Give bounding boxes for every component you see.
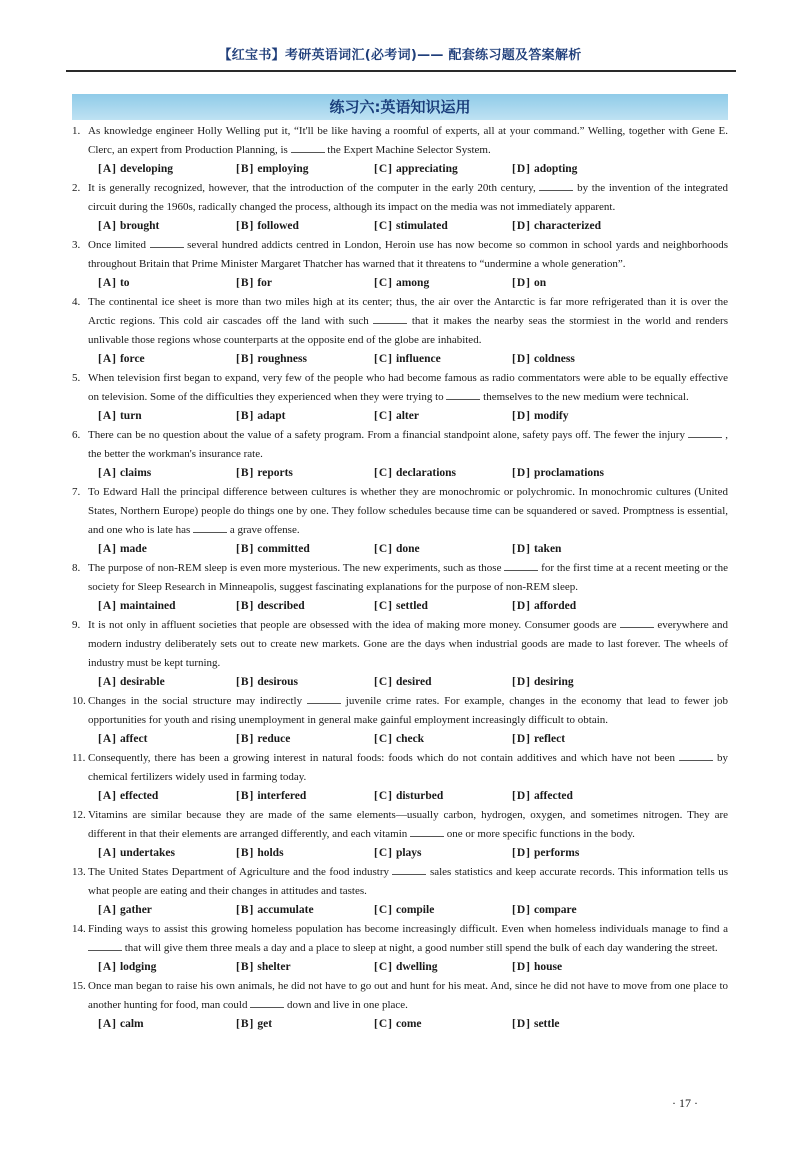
option-letter: [B]	[236, 676, 255, 688]
option-letter: [A]	[98, 1018, 117, 1030]
option-letter: [C]	[374, 790, 393, 802]
option-text: affected	[533, 790, 573, 802]
answer-option	[98, 673, 236, 692]
option-text: followed	[257, 220, 299, 232]
option-text: house	[533, 961, 563, 973]
option-letter: [C]	[374, 1018, 393, 1030]
answer-option	[374, 844, 512, 863]
question-item	[72, 806, 728, 863]
answer-blank	[504, 561, 538, 571]
answer-blank	[539, 181, 573, 191]
option-letter: [D]	[512, 904, 531, 916]
stem-text-after: a grave offense.	[229, 524, 300, 536]
option-text: developing	[119, 163, 174, 175]
option-letter: [D]	[512, 847, 531, 859]
option-letter: [C]	[374, 220, 393, 232]
stem-text-after: by the invention of the integrated circuit during the 1960s, radically changed the process, although its impact on the media was not immediately apparent.	[88, 182, 729, 213]
option-text: dwelling	[395, 961, 438, 973]
answer-option	[236, 844, 374, 863]
option-row	[72, 540, 728, 559]
question-stem	[72, 977, 728, 1015]
option-text: compile	[395, 904, 435, 916]
option-row	[72, 274, 728, 293]
question-item	[72, 426, 728, 483]
option-letter: [C]	[374, 543, 393, 555]
answer-option	[512, 844, 650, 863]
option-text: plays	[395, 847, 422, 859]
option-text: shelter	[257, 961, 291, 973]
question-number: 4.	[72, 296, 81, 308]
option-letter: [B]	[236, 904, 255, 916]
option-row	[72, 730, 728, 749]
stem-text-before: Finding ways to assist this growing homeless population has become increasingly difficult. Even when homeless individuals manage to find a	[88, 923, 728, 935]
stem-text-after: themselves to the new medium were technical.	[483, 391, 689, 403]
answer-option	[236, 407, 374, 426]
question-stem	[72, 863, 728, 901]
answer-blank	[688, 428, 722, 438]
answer-blank	[250, 998, 284, 1008]
option-row	[72, 787, 728, 806]
question-item	[72, 236, 728, 293]
option-letter: [D]	[512, 790, 531, 802]
option-text: adapt	[257, 410, 286, 422]
option-text: settle	[533, 1018, 560, 1030]
answer-option	[512, 540, 650, 559]
question-stem	[72, 920, 728, 958]
option-text: for	[257, 277, 273, 289]
option-text: holds	[257, 847, 284, 859]
option-row	[72, 350, 728, 369]
option-letter: [B]	[236, 847, 255, 859]
question-number: 1.	[72, 125, 81, 137]
option-text: appreciating	[395, 163, 458, 175]
option-text: desirable	[119, 676, 165, 688]
answer-option	[374, 160, 512, 179]
stem-text-after: the Expert Machine Selector System.	[327, 144, 491, 156]
option-letter: [A]	[98, 163, 117, 175]
option-text: declarations	[395, 467, 457, 479]
question-stem	[72, 749, 728, 787]
option-text: alter	[395, 410, 419, 422]
question-stem	[72, 692, 728, 730]
answer-option	[236, 787, 374, 806]
answer-option	[236, 958, 374, 977]
stem-text-before: Vitamins are similar because they are made of the same elements—usually carbon, hydrogen, oxygen, and sometimes nitrogen. They are different in that their elements are arranged differently, and each vitamin	[88, 809, 728, 840]
option-letter: [D]	[512, 410, 531, 422]
question-item	[72, 293, 728, 369]
stem-text-before: It is not only in affluent societies that people are obsessed with the idea of making more money. Consumer goods are	[88, 619, 617, 631]
option-text: settled	[395, 600, 428, 612]
answer-option	[236, 217, 374, 236]
page-header: 【红宝书】考研英语词汇(必考词)—— 配套练习题及答案解析	[218, 48, 582, 63]
question-item	[72, 977, 728, 1034]
option-text: gather	[119, 904, 152, 916]
stem-text-after: one or more specific functions in the body.	[446, 828, 635, 840]
option-letter: [B]	[236, 961, 255, 973]
answer-option	[512, 1015, 650, 1034]
question-stem	[72, 122, 728, 160]
option-text: afforded	[533, 600, 577, 612]
answer-option	[512, 787, 650, 806]
option-letter: [D]	[512, 600, 531, 612]
answer-option	[512, 160, 650, 179]
option-text: adopting	[533, 163, 578, 175]
option-letter: [B]	[236, 353, 255, 365]
answer-option	[98, 274, 236, 293]
option-letter: [D]	[512, 353, 531, 365]
answer-option	[236, 464, 374, 483]
answer-option	[98, 597, 236, 616]
question-stem	[72, 293, 728, 350]
stem-text-before: As knowledge engineer Holly Welling put it, “It'll be like having a roomful of experts, all at your command.” Welling, together with Gene E. Clerc, an expert from Production Planning, is	[88, 125, 728, 156]
answer-option	[98, 464, 236, 483]
option-letter: [C]	[374, 676, 393, 688]
answer-option	[98, 787, 236, 806]
stem-text-before: When television first began to expand, very few of the people who had become famous as radio commentators were able to be equally effective on television. Some of the difficulties they experienced when they were trying to	[88, 372, 728, 403]
answer-option	[512, 597, 650, 616]
option-letter: [A]	[98, 410, 117, 422]
answer-blank	[373, 314, 407, 324]
answer-option	[374, 958, 512, 977]
option-letter: [D]	[512, 1018, 531, 1030]
question-number: 5.	[72, 372, 81, 384]
answer-option	[98, 407, 236, 426]
option-text: characterized	[533, 220, 602, 232]
option-row	[72, 464, 728, 483]
option-letter: [A]	[98, 904, 117, 916]
option-letter: [A]	[98, 277, 117, 289]
question-number: 12.	[72, 809, 86, 821]
answer-option	[512, 730, 650, 749]
answer-option	[374, 464, 512, 483]
option-row	[72, 901, 728, 920]
option-letter: [A]	[98, 790, 117, 802]
answer-option	[98, 350, 236, 369]
option-letter: [A]	[98, 220, 117, 232]
question-number: 2.	[72, 182, 81, 194]
option-text: check	[395, 733, 425, 745]
page-number: · 17 ·	[672, 1096, 698, 1110]
answer-option	[512, 464, 650, 483]
stem-text-before: It is generally recognized, however, that the introduction of the computer in the early 20th century,	[88, 182, 536, 194]
question-number: 3.	[72, 239, 81, 251]
option-letter: [D]	[512, 676, 531, 688]
answer-blank	[620, 618, 654, 628]
answer-option	[374, 350, 512, 369]
option-text: among	[395, 277, 430, 289]
answer-option	[374, 540, 512, 559]
option-row	[72, 673, 728, 692]
option-text: brought	[119, 220, 160, 232]
answer-option	[236, 350, 374, 369]
option-letter: [B]	[236, 733, 255, 745]
answer-option	[374, 1015, 512, 1034]
option-row	[72, 160, 728, 179]
option-text: turn	[119, 410, 142, 422]
stem-text-before: Consequently, there has been a growing interest in natural foods: foods which do not contain additives and which have not been	[88, 752, 676, 764]
option-letter: [D]	[512, 163, 531, 175]
option-text: committed	[257, 543, 310, 555]
option-letter: [D]	[512, 961, 531, 973]
answer-blank	[88, 941, 122, 951]
option-letter: [C]	[374, 600, 393, 612]
header-rule	[66, 70, 736, 72]
answer-option	[374, 597, 512, 616]
stem-text-before: Changes in the social structure may indirectly	[88, 695, 303, 707]
question-number: 7.	[72, 486, 81, 498]
stem-text-before: The continental ice sheet is more than two miles high at its center; thus, the air over the Antarctic is far more refrigerated than it is over the Arctic regions. This cold air cascades off the land with such	[88, 296, 728, 327]
question-item	[72, 122, 728, 179]
option-text: proclamations	[533, 467, 605, 479]
option-letter: [C]	[374, 904, 393, 916]
stem-text-after: by chemical fertilizers widely used in farming today.	[88, 752, 729, 783]
stem-text-before: There can be no question about the value of a safety program. From a financial standpoint alone, safety pays off. The fewer the injury	[88, 429, 685, 441]
option-text: desiring	[533, 676, 574, 688]
answer-option	[512, 217, 650, 236]
option-letter: [A]	[98, 467, 117, 479]
option-text: roughness	[257, 353, 307, 365]
question-item	[72, 369, 728, 426]
option-letter: [C]	[374, 733, 393, 745]
option-text: done	[395, 543, 420, 555]
option-letter: [C]	[374, 353, 393, 365]
answer-blank	[307, 694, 341, 704]
option-letter: [C]	[374, 163, 393, 175]
question-item	[72, 179, 728, 236]
option-text: maintained	[119, 600, 176, 612]
answer-option	[374, 673, 512, 692]
stem-text-after: several hundred addicts centred in London, Heroin use has now become so common in school yards and neighborhoods throughout Britain that Prime Minister Margaret Thatcher has warned that it threatens to “undermine a whole generation”.	[88, 239, 729, 270]
question-stem	[72, 559, 728, 597]
stem-text-after: that will give them three meals a day and a place to sleep at night, a good number still spend the bulk of each day wandering the street.	[124, 942, 718, 954]
option-letter: [B]	[236, 543, 255, 555]
option-row	[72, 407, 728, 426]
answer-blank	[446, 390, 480, 400]
option-letter: [A]	[98, 543, 117, 555]
answer-option	[98, 901, 236, 920]
question-item	[72, 616, 728, 692]
option-text: lodging	[119, 961, 157, 973]
answer-option	[512, 274, 650, 293]
question-stem	[72, 806, 728, 844]
option-text: reflect	[533, 733, 566, 745]
stem-text-after: juvenile crime rates. For example, changes in the economy that lead to fewer job opportunities for youth and rising unemployment in general make gainful employment increasingly difficult to obtain.	[88, 695, 729, 726]
answer-option	[236, 901, 374, 920]
option-letter: [D]	[512, 467, 531, 479]
option-letter: [B]	[236, 277, 255, 289]
option-text: force	[119, 353, 145, 365]
option-letter: [C]	[374, 277, 393, 289]
answer-blank	[150, 238, 184, 248]
question-item	[72, 863, 728, 920]
answer-option	[374, 901, 512, 920]
question-stem	[72, 369, 728, 407]
option-text: desired	[395, 676, 432, 688]
option-letter: [B]	[236, 220, 255, 232]
option-letter: [A]	[98, 676, 117, 688]
answer-option	[98, 160, 236, 179]
question-item	[72, 692, 728, 749]
answer-option	[374, 730, 512, 749]
question-item	[72, 749, 728, 806]
option-text: affect	[119, 733, 148, 745]
option-text: disturbed	[395, 790, 444, 802]
option-letter: [A]	[98, 733, 117, 745]
option-text: come	[395, 1018, 422, 1030]
question-number: 14.	[72, 923, 86, 935]
option-row	[72, 1015, 728, 1034]
answer-option	[374, 407, 512, 426]
answer-option	[98, 958, 236, 977]
answer-option	[512, 407, 650, 426]
question-stem	[72, 426, 728, 464]
answer-option	[236, 730, 374, 749]
question-stem	[72, 616, 728, 673]
option-letter: [A]	[98, 353, 117, 365]
question-number: 13.	[72, 866, 86, 878]
option-letter: [B]	[236, 410, 255, 422]
option-letter: [D]	[512, 543, 531, 555]
answer-option	[512, 958, 650, 977]
stem-text-after: that it makes the nearby seas the stormiest in the world and renders unlivable those regions whose counterparts at the opposite end of the globe are inhabited.	[88, 315, 729, 346]
option-text: accumulate	[257, 904, 314, 916]
answer-option	[98, 730, 236, 749]
answer-blank	[193, 523, 227, 533]
option-text: desirous	[257, 676, 299, 688]
answer-option	[236, 540, 374, 559]
answer-option	[236, 597, 374, 616]
option-text: undertakes	[119, 847, 175, 859]
stem-text-after: for the first time at a recent meeting or the society for Sleep Research in Minneapolis, suggest fascinating explanations for the purpose of non-REM sleep.	[88, 562, 728, 593]
option-letter: [A]	[98, 600, 117, 612]
option-letter: [A]	[98, 961, 117, 973]
option-text: performs	[533, 847, 580, 859]
option-text: compare	[533, 904, 577, 916]
option-text: on	[533, 277, 547, 289]
stem-text-after: everywhere and modern industry deliberately sets out to create new markets. Gone are the days when industrial goods are made to last forever. The wheels of industry must be kept turning.	[88, 619, 729, 669]
answer-blank	[392, 865, 426, 875]
option-letter: [D]	[512, 277, 531, 289]
option-row	[72, 217, 728, 236]
option-text: described	[257, 600, 305, 612]
question-number: 15.	[72, 980, 86, 992]
answer-option	[512, 673, 650, 692]
answer-option	[98, 844, 236, 863]
option-letter: [C]	[374, 847, 393, 859]
option-text: taken	[533, 543, 562, 555]
question-stem	[72, 483, 728, 540]
answer-option	[374, 274, 512, 293]
answer-option	[236, 673, 374, 692]
option-row	[72, 844, 728, 863]
option-text: stimulated	[395, 220, 448, 232]
question-list	[72, 122, 728, 1034]
answer-option	[512, 901, 650, 920]
question-stem	[72, 236, 728, 274]
option-letter: [B]	[236, 1018, 255, 1030]
option-text: get	[257, 1018, 273, 1030]
option-letter: [B]	[236, 790, 255, 802]
option-text: modify	[533, 410, 569, 422]
question-number: 8.	[72, 562, 81, 574]
stem-text-after: sales statistics and keep accurate records. This information tells us what people are eating and their changes in attitudes and tastes.	[88, 866, 729, 897]
option-text: interfered	[257, 790, 307, 802]
option-text: to	[119, 277, 130, 289]
option-text: reduce	[257, 733, 291, 745]
answer-option	[98, 217, 236, 236]
stem-text-after: down and live in one place.	[286, 999, 408, 1011]
option-letter: [C]	[374, 961, 393, 973]
question-item	[72, 559, 728, 616]
answer-option	[374, 217, 512, 236]
stem-text-before: Once limited	[88, 239, 146, 251]
option-text: influence	[395, 353, 441, 365]
option-text: claims	[119, 467, 152, 479]
option-text: calm	[119, 1018, 144, 1030]
answer-option	[98, 540, 236, 559]
answer-blank	[291, 143, 325, 153]
answer-option	[98, 1015, 236, 1034]
answer-blank	[410, 827, 444, 837]
option-text: employing	[257, 163, 309, 175]
option-letter: [D]	[512, 733, 531, 745]
answer-option	[512, 350, 650, 369]
stem-text-before: To Edward Hall the principal difference between cultures is whether they are monochromic or polychromic. In monochromic cultures (United States, Northern Europe) people do things one by one. They follow schedules because time can be squandered or saved. Promptness is essential, and one who is late has	[88, 486, 728, 536]
option-letter: [C]	[374, 410, 393, 422]
option-text: made	[119, 543, 147, 555]
option-letter: [C]	[374, 467, 393, 479]
option-letter: [B]	[236, 467, 255, 479]
option-text: coldness	[533, 353, 575, 365]
question-number: 6.	[72, 429, 81, 441]
question-item	[72, 920, 728, 977]
question-number: 10.	[72, 695, 86, 707]
question-number: 11.	[72, 752, 86, 764]
option-row	[72, 958, 728, 977]
answer-option	[374, 787, 512, 806]
option-text: reports	[257, 467, 293, 479]
option-letter: [D]	[512, 220, 531, 232]
question-number: 9.	[72, 619, 81, 631]
stem-text-before: The United States Department of Agriculture and the food industry	[88, 866, 390, 878]
answer-option	[236, 274, 374, 293]
answer-option	[236, 1015, 374, 1034]
stem-text-before: Once man began to raise his own animals, he did not have to go out and hunt for his meat. And, since he did not have to move from one place to another hunting for food, man could	[88, 980, 728, 1011]
question-stem	[72, 179, 728, 217]
section-title: 练习六:英语知识运用	[72, 94, 728, 120]
option-letter: [B]	[236, 600, 255, 612]
stem-text-after: , the better the workman's insurance rate.	[88, 429, 729, 460]
option-letter: [A]	[98, 847, 117, 859]
question-item	[72, 483, 728, 559]
option-letter: [B]	[236, 163, 255, 175]
answer-option	[236, 160, 374, 179]
option-row	[72, 597, 728, 616]
option-text: effected	[119, 790, 159, 802]
stem-text-before: The purpose of non-REM sleep is even more mysterious. The new experiments, such as those	[88, 562, 502, 574]
answer-blank	[679, 751, 713, 761]
